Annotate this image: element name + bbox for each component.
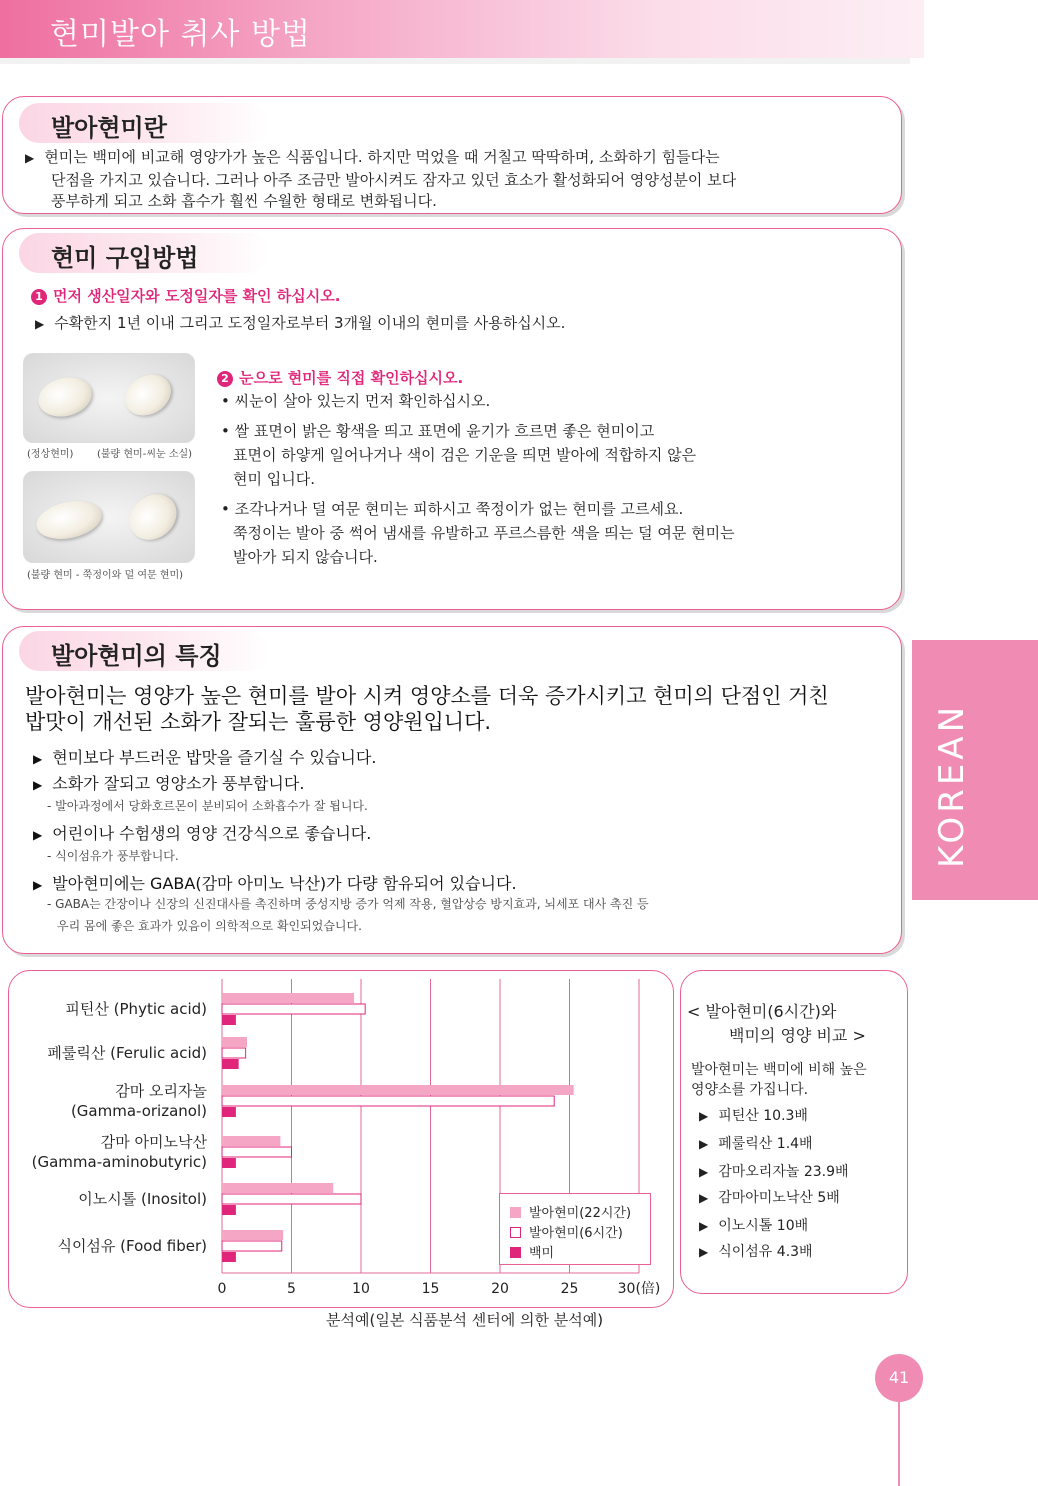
legend-label: 백미 — [529, 1246, 555, 1261]
rice-photo-defective — [23, 471, 195, 563]
bar-sprouted-6h — [222, 1147, 292, 1157]
bar-sprouted-6h — [222, 1241, 282, 1251]
point-2-heading — [217, 367, 463, 388]
page-number-line — [898, 1402, 900, 1486]
section-heading: 현미 구입방법 — [51, 244, 199, 272]
category-label — [32, 1132, 207, 1172]
x-tick-label: 0 — [217, 1281, 227, 1297]
feature-item: ▶ 현미보다 부드러운 밥맛을 즐기실 수 있습니다. — [33, 745, 376, 768]
point-1-title: 먼저 생산일자와 도정일자를 확인 하십시오. — [53, 287, 341, 305]
chart-caption: 분석예(일본 식품분석 센터에 의한 분석예) — [326, 1311, 604, 1329]
bullet-text: 현미 입니다. — [233, 470, 315, 488]
bullet-text: • 쌀 표면이 밝은 황색을 띄고 표면에 윤기가 흐르면 좋은 현미이고 — [221, 422, 655, 440]
feature-note: - 식이섬유가 풍부합니다. — [47, 849, 179, 863]
section-heading-pill — [19, 631, 269, 671]
comparison-title: < 발아현미(6시간)와 — [687, 1002, 837, 1021]
category-label — [71, 1081, 207, 1121]
category-label-line: 식이섬유 (Food fiber) — [57, 1237, 207, 1255]
feature-note: - GABA는 간장이나 신장의 신진대사를 촉진하며 중성지방 증가 억제 작용, 혈압상승 방지효과, 뇌세포 대사 촉진 등 — [47, 897, 649, 911]
language-tab — [912, 640, 1038, 900]
bar-sprouted-22h — [222, 1085, 574, 1095]
category-label-line: 페룰릭산 (Ferulic acid) — [47, 1044, 207, 1062]
feature-item: ▶ 발아현미에는 GABA(감마 아미노 낙산)가 다량 함유되어 있습니다. — [33, 871, 517, 894]
category-label — [57, 1236, 207, 1256]
rice-grain — [34, 372, 96, 422]
paragraph-line: ▶ 현미는 백미에 비교해 영양가가 높은 식품입니다. 하지만 먹었을 때 거칠고 딱딱하며, 소화하기 힘들다는 — [25, 147, 720, 169]
language-tab-label: KOREAN — [932, 703, 972, 868]
bar-sprouted-6h — [222, 1194, 361, 1204]
section-sprouted-rice — [2, 96, 902, 214]
comparison-desc: 영양소를 가집니다. — [691, 1082, 809, 1098]
comparison-box — [680, 970, 908, 1294]
bullet-text: • 조각나거나 덜 여문 현미는 피하시고 쭉정이가 없는 현미를 고르세요. — [221, 500, 684, 518]
feature-item: ▶ 소화가 잘되고 영양소가 풍부합니다. — [33, 771, 304, 794]
legend-item — [510, 1202, 631, 1221]
legend-item — [510, 1222, 623, 1241]
legend-swatch — [510, 1247, 521, 1258]
comparison-item: ▶ 이노시톨 10배 — [699, 1215, 808, 1235]
rice-grain — [120, 485, 185, 549]
comparison-item: ▶ 식이섬유 4.3배 — [699, 1241, 813, 1261]
category-label-line: 감마 오리자놀 — [115, 1082, 207, 1100]
rice-photo-normal — [23, 353, 195, 443]
comparison-item: ▶ 페룰릭산 1.4배 — [699, 1133, 813, 1153]
number-badge: 1 — [31, 289, 47, 305]
photo-caption: (정상현미) — [27, 449, 74, 460]
comparison-title: 백미의 영양 비교 > — [729, 1026, 866, 1045]
bar-sprouted-22h — [222, 993, 354, 1003]
point-1-text: ▶ 수확한지 1년 이내 그리고 도정일자로부터 3개월 이내의 현미를 사용하십시오. — [35, 313, 565, 335]
bar-sprouted-6h — [222, 1004, 365, 1014]
x-tick-label: 15 — [421, 1281, 440, 1297]
point-2-title: 눈으로 현미를 직접 확인하십시오. — [239, 369, 464, 387]
category-label-line: (Gamma-aminobutyric) — [31, 1153, 207, 1171]
page-title: 현미발아 취사 방법 — [50, 17, 311, 52]
bullet-text: 표면이 하얗게 일어나거나 색이 검은 기운을 띄면 발아에 적합하지 않은 — [233, 446, 697, 464]
bar-sprouted-22h — [222, 1183, 333, 1193]
intro-line: 발아현미는 영양가 높은 현미를 발아 시켜 영양소를 더욱 증가시키고 현미의 단점인 거친 — [25, 684, 829, 708]
bar-white-rice — [222, 1252, 236, 1262]
category-label-line: 감마 아미노낙산 — [100, 1133, 207, 1151]
number-badge: 2 — [217, 371, 233, 387]
photo-caption: (불량 현미-씨눈 소실) — [97, 449, 193, 460]
x-tick-label: 25 — [560, 1281, 579, 1297]
bar-white-rice — [222, 1015, 236, 1025]
feature-note: - 발아과정에서 당화호르몬이 분비되어 소화흡수가 잘 됩니다. — [47, 799, 368, 813]
x-tick-label: 30(倍) — [617, 1281, 661, 1297]
title-bar — [0, 0, 924, 58]
legend-item — [510, 1242, 554, 1261]
section-heading-pill — [19, 233, 269, 273]
bar-sprouted-22h — [222, 1037, 247, 1047]
category-label-line: 이노시톨 (Inositol) — [78, 1190, 207, 1208]
chart-legend — [499, 1193, 651, 1265]
paragraph-line: 단점을 가지고 있습니다. 그러나 아주 조금만 발아시켜도 잠자고 있던 효소가 활성화되어 영양성분이 보다 — [51, 171, 737, 189]
bar-sprouted-22h — [222, 1136, 280, 1146]
section-purchase-method — [2, 228, 902, 610]
legend-swatch — [510, 1227, 521, 1238]
bullet-text: 쭉정이는 발아 중 썩어 냄새를 유발하고 푸르스름한 색을 띄는 덜 여문 현미는 — [233, 524, 735, 542]
bar-white-rice — [222, 1158, 236, 1168]
bar-white-rice — [222, 1205, 236, 1215]
title-divider — [0, 58, 910, 64]
point-1-heading — [31, 285, 340, 306]
bar-white-rice — [222, 1107, 236, 1117]
x-tick-label: 20 — [491, 1281, 509, 1297]
photo-caption: (불량 현미 - 쭉정이와 덜 여문 현미) — [27, 570, 184, 581]
rice-grain — [33, 496, 105, 545]
paragraph-line: 풍부하게 되고 소화 흡수가 훨씬 수월한 형태로 변화됩니다. — [51, 192, 437, 210]
bar-sprouted-6h — [222, 1096, 554, 1106]
comparison-item: ▶ 피틴산 10.3배 — [699, 1105, 808, 1125]
bullet-text: 발아가 되지 않습니다. — [233, 548, 378, 566]
comparison-desc: 발아현미는 백미에 비해 높은 — [691, 1062, 867, 1078]
feature-note: 우리 몸에 좋은 효과가 있음이 의학적으로 확인되었습니다. — [57, 919, 362, 933]
category-label-line: (Gamma-orizanol) — [70, 1102, 207, 1120]
section-heading: 발아현미란 — [51, 114, 167, 142]
rice-grain — [118, 367, 179, 424]
category-label-line: 피틴산 (Phytic acid) — [65, 1000, 207, 1018]
section-heading-pill — [19, 103, 269, 143]
comparison-item: ▶ 감마아미노낙산 5배 — [699, 1187, 840, 1207]
comparison-item: ▶ 감마오리자놀 23.9배 — [699, 1161, 849, 1181]
category-label — [47, 1043, 207, 1063]
category-label — [65, 999, 207, 1019]
x-tick-label: 10 — [352, 1281, 370, 1297]
category-label — [78, 1189, 207, 1209]
bar-sprouted-6h — [222, 1048, 246, 1058]
section-features — [2, 626, 902, 954]
section-heading: 발아현미의 특징 — [51, 642, 222, 670]
feature-item: ▶ 어린이나 수험생의 영양 건강식으로 좋습니다. — [33, 821, 371, 844]
x-tick-label: 5 — [287, 1281, 296, 1297]
bullet-text: • 씨눈이 살아 있는지 먼저 확인하십시오. — [221, 392, 491, 410]
legend-label: 발아현미(22시간) — [529, 1206, 632, 1221]
legend-swatch — [510, 1207, 521, 1218]
chart-box — [8, 970, 674, 1308]
page-number: 41 — [875, 1354, 923, 1402]
bar-white-rice — [222, 1059, 239, 1069]
bar-sprouted-22h — [222, 1230, 283, 1240]
legend-label: 발아현미(6시간) — [529, 1226, 623, 1241]
intro-line: 밥맛이 개선된 소화가 잘되는 훌륭한 영양원입니다. — [25, 710, 492, 734]
